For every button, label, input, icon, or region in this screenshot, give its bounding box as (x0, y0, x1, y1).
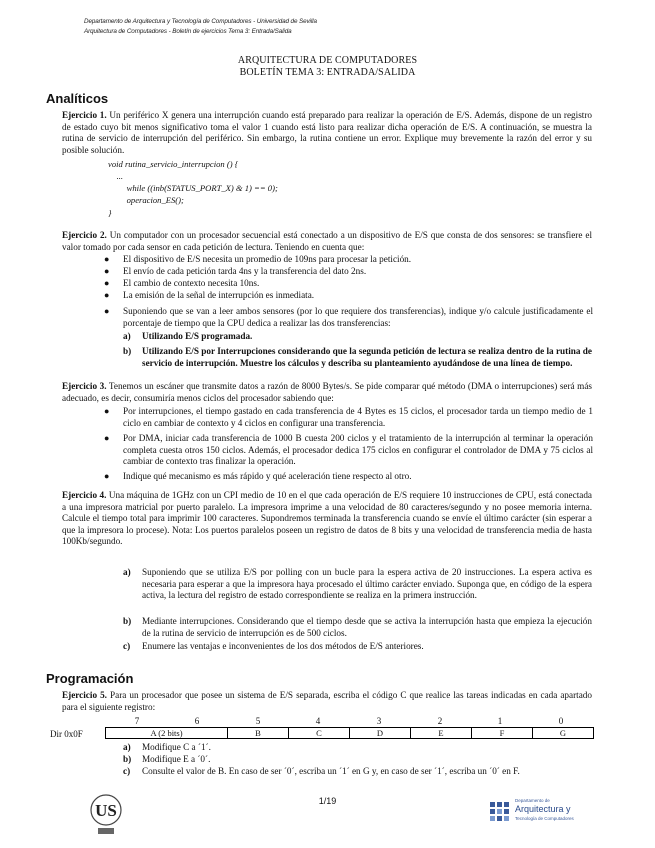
sub-letter: a) (123, 567, 131, 577)
exercise-3 (62, 381, 592, 404)
university-logo (86, 792, 126, 836)
list-item: Indique qué mecanismo es más rápido y qué aceleración tiene respecto al otro. (123, 471, 412, 481)
code-line: void rutina_servicio_interrupcion () { (108, 159, 239, 169)
exercise-1-label: Ejercicio 1. (62, 110, 107, 120)
bullet-icon: ● (104, 433, 110, 443)
section-analiticos: Analíticos (46, 91, 109, 106)
bit-number: 0 (558, 716, 564, 726)
list-item: El dispositivo de E/S necesita un promedio de 109ns para procesar la petición. (123, 254, 412, 264)
register-field: E (411, 728, 472, 739)
page-number: 1/19 (318, 796, 337, 806)
code-line: ... (108, 171, 124, 181)
exercise-1-text: Un periférico X genera una interrupción cuando está preparado para realizar la operación de E/S. Además, dispone de un registro de estado cuyo bit menos significativo toma el valor 1 cuando está listo para realizar dicha operación de E/S. A continuación, se muestra la rutina de servicio de interrupción del periférico. Sin embargo, la rutina contiene un error. Explique muy brevemente la razón del error y su posible solución. (62, 110, 592, 155)
bullet-icon: ● (104, 290, 110, 300)
bit-number: 3 (376, 716, 382, 726)
bullet-icon: ● (104, 306, 110, 316)
department-logo (488, 796, 598, 830)
bit-number: 7 (134, 716, 140, 726)
exercise-5-text: Para un procesador que posee un sistema de E/S separada, escriba el código C que realice las tareas indicadas en cada apartado para el siguiente registro: (62, 690, 592, 712)
code-line: while ((inb(STATUS_PORT_X) & 1) == 0); (118, 183, 278, 193)
code-line: } (108, 208, 112, 218)
section-programacion: Programación (46, 671, 134, 686)
code-line: operacion_ES(); (118, 195, 184, 205)
bit-number: 5 (255, 716, 261, 726)
sub-letter: b) (123, 616, 132, 626)
doc-subtitle: BOLETÍN TEMA 3: ENTRADA/SALIDA (239, 67, 416, 78)
bit-number: 2 (437, 716, 443, 726)
register-field: D (350, 728, 411, 739)
register-table (105, 727, 594, 739)
sub-item: Utilizando E/S por Interrupciones considerando que la segunda petición de lectura se realiza dentro de la rutina de servicio de interrupción. Muestre los cálculos y describa su planteamiento ayudándose de una línea de tiempo. (142, 346, 592, 368)
sub-item: Suponiendo que se utiliza E/S por polling con un bucle para la espera activa de 20 instrucciones. La espera activa es necesaria para esperar a que la impresora haya procesado el último carácter enviado. Suponga que, en código de la espera activa, la lectura del registro de estado correspondiente se realiza en la primera instrucción. (142, 567, 592, 600)
bullet-icon: ● (104, 266, 110, 276)
sub-item: Consulte el valor de B. En caso de ser ´0´, escriba un ´1´ en G y, en caso de ser ´1´, escriba un ´0´ en F. (142, 766, 520, 776)
header-course: Arquitectura de Computadores - Boletín de ejercicios Tema 3: Entrada/Salida (84, 28, 292, 35)
list-item: El cambio de contexto necesita 10ns. (123, 278, 260, 288)
sub-letter: c) (123, 641, 131, 651)
register-field: A (2 bits) (106, 728, 228, 739)
sub-letter: a) (123, 742, 131, 752)
exercise-5-label: Ejercicio 5. (62, 690, 107, 700)
exercise-4-text: Una máquina de 1GHz con un CPI medio de 10 en el que cada operación de E/S requiere 10 instrucciones de CPU, está conectada a una impresora matricial por puerto paralelo. La impresora imprime a una velocidad de 80 caracteres/segundo y no posee memoria interna. Calcule el tiempo total para imprimir 100 caracteres. Supondremos terminada la transferencia cuando se envíe el último carácter (sin esperar a que la impresora lo procese). Nota: Los puertos paralelos poseen un registro de datos de 8 bits y una velocidad de transferencia media de hasta 100Kb/segundo. (62, 490, 592, 546)
sub-letter: c) (123, 766, 131, 776)
register-address: Dir 0x0F (50, 729, 83, 739)
exercise-2 (62, 230, 592, 253)
exercise-2-label: Ejercicio 2. (62, 230, 107, 240)
register-field: G (533, 728, 594, 739)
exercise-3-text: Tenemos un escáner que transmite datos a razón de 8000 Bytes/s. Se pide comparar qué método (DMA o interrupciones) será más adecuado, es decir, consumiría menos ciclos del procesador sabiendo que: (62, 381, 592, 403)
logo-text: Tecnología de Computadores (515, 816, 574, 821)
exercise-4-label: Ejercicio 4. (62, 490, 107, 500)
bullet-icon: ● (104, 406, 110, 416)
sub-letter: b) (123, 754, 132, 764)
exercise-5 (62, 690, 592, 713)
register-field: C (289, 728, 350, 739)
register-field: F (472, 728, 533, 739)
logo-text: Departamento de (515, 798, 550, 803)
bit-number: 4 (315, 716, 321, 726)
bullet-icon: ● (104, 254, 110, 264)
list-item: La emisión de la señal de interrupción es inmediata. (123, 290, 315, 300)
exercise-4 (62, 490, 592, 548)
sub-item: Modifique E a ´0´. (142, 754, 211, 764)
list-item: Por interrupciones, el tiempo gastado en cada transferencia de 4 Bytes es 15 ciclos, el procesador tarda un tiempo medio de 1 ciclo en cambiar de contexto y 4 ciclos en configurar una transferencia. (123, 406, 593, 428)
svg-text:US: US (95, 801, 117, 820)
exercise-2-text: Un computador con un procesador secuencial está conectado a un dispositivo de E/S que consta de dos sensores: se transfiere el valor tomado por cada sensor en cada petición de lectura. Teniendo en cuenta que: (62, 230, 592, 252)
list-item: Suponiendo que se van a leer ambos sensores (por lo que requiere dos transferencias), indique y/o calcule justificadamente el porcentaje de tiempo que la CPU dedica a realizar las dos transferencias: (123, 306, 593, 328)
bullet-icon: ● (104, 278, 110, 288)
sub-item: Utilizando E/S programada. (142, 331, 253, 341)
sub-item: Enumere las ventajas e inconvenientes de los dos métodos de E/S anteriores. (142, 641, 424, 651)
logo-text: Arquitectura y (515, 804, 571, 814)
sub-letter: a) (123, 331, 131, 341)
sub-letter: b) (123, 346, 132, 356)
list-item: El envío de cada petición tarda 4ns y la transferencia del dato 2ns. (123, 266, 367, 276)
exercise-1 (62, 110, 592, 156)
sub-item: Modifique C a ´1´. (142, 742, 211, 752)
doc-title: ARQUITECTURA DE COMPUTADORES (237, 55, 418, 66)
bit-number: 6 (194, 716, 200, 726)
bullet-icon: ● (104, 471, 110, 481)
header-department: Departamento de Arquitectura y Tecnología de Computadores - Universidad de Sevilla (84, 18, 317, 25)
list-item: Por DMA, iniciar cada transferencia de 1000 B cuesta 200 ciclos y el tratamiento de la interrupción al terminar la operación completa cuesta otros 150 ciclos. Además, el procesador dedica 175 ciclos en configurar el controlador de DMA y 75 ciclos al cambiar de contexto tras finalizar la operación. (123, 433, 593, 466)
bit-number: 1 (497, 716, 503, 726)
exercise-3-label: Ejercicio 3. (62, 381, 107, 391)
sub-item: Mediante interrupciones. Considerando que el tiempo desde que se activa la interrupción hasta que empieza la ejecución de la rutina de servicio de interrupción es de 500 ciclos. (142, 616, 592, 638)
register-field: B (228, 728, 289, 739)
